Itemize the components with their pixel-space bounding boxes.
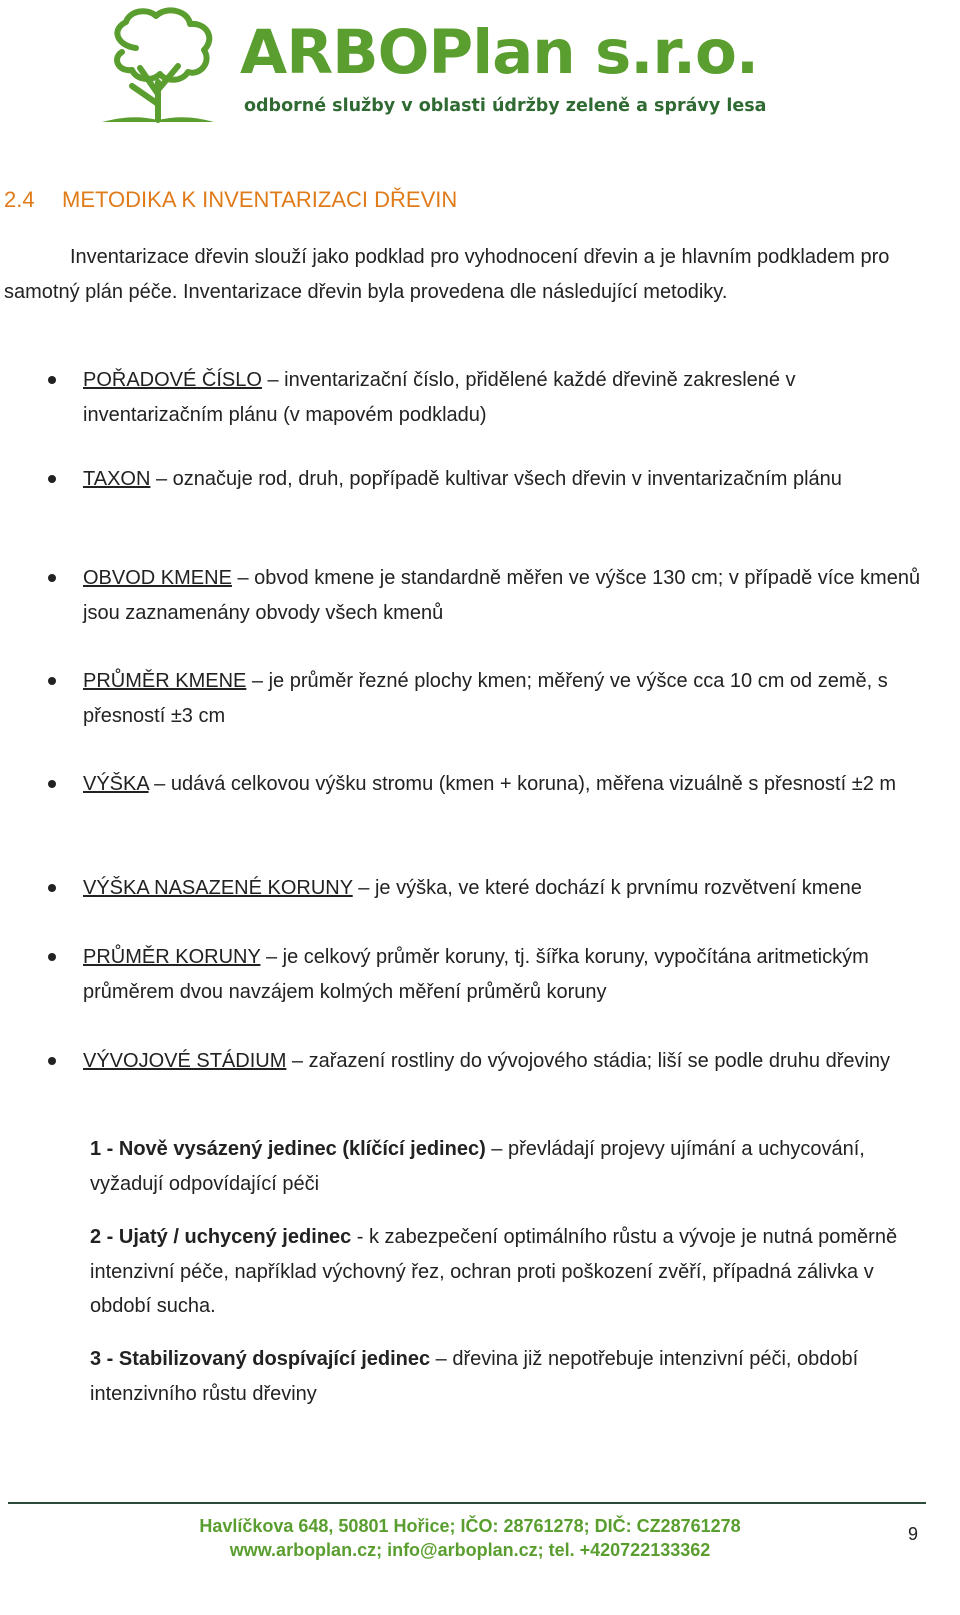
footer-contact (150, 1514, 790, 1562)
intro-paragraph: Inventarizace dřevin slouží jako podklad pro vyhodnocení dřevin a je hlavním podkladem pro samotný plán péče. Inventarizace dřevin byla provedena dle následující metodiky. (4, 246, 890, 303)
list-item-term: VÝVOJOVÉ STÁDIUM (83, 1050, 287, 1072)
list-item (48, 767, 928, 802)
stage-label: 2 - Ujatý / uchycený jedinec (90, 1226, 352, 1248)
list-item-text: – inventarizační číslo, přidělené každé dřevině zakreslené v inventarizačním plánu (v mapovém podkladu) (83, 369, 796, 426)
list-item-text: – zařazení rostliny do vývojového stádia; liší se podle druhu dřeviny (286, 1050, 891, 1072)
company-header (96, 4, 836, 126)
list-item-text: – obvod kmene je standardně měřen ve výšce 130 cm; v případě více kmenů jsou zaznamenány obvody všech kmenů (83, 567, 921, 624)
list-item-term: VÝŠKA NASAZENÉ KORUNY (83, 877, 353, 899)
list-item (48, 664, 928, 733)
list-item (48, 1044, 928, 1079)
list-item-term: PRŮMĚR KORUNY (83, 946, 261, 968)
bullet-dot (48, 475, 56, 483)
stage-label: 1 - Nově vysázený jedinec (klíčící jedinec) (90, 1138, 486, 1160)
list-item-term: POŘADOVÉ ČÍSLO (83, 369, 262, 391)
section-number: 2.4 (4, 187, 35, 212)
section-heading (4, 186, 457, 214)
bullet-dot (48, 677, 56, 685)
list-item-text: – je výška, ve které dochází k prvnímu rozvětvení kmene (352, 877, 862, 899)
list-item-term: OBVOD KMENE (83, 567, 232, 589)
footer-divider (8, 1502, 926, 1504)
bullet-dot (48, 1057, 56, 1065)
list-item-text: – označuje rod, druh, popřípadě kultivar všech dřevin v inventarizačním plánu (150, 468, 842, 490)
stage-item (90, 1220, 930, 1324)
list-item-text: – je celkový průměr koruny, tj. šířka koruny, vypočítána aritmetickým průměrem dvou navzájem kolmých měření průměrů koruny (83, 946, 869, 1003)
stage-text: – převládají projevy ujímání a uchycování, vyžadují odpovídající péči (90, 1138, 865, 1195)
tree-logo-icon (96, 4, 224, 126)
stage-label: 3 - Stabilizovaný dospívající jedinec (90, 1348, 431, 1370)
list-item-text: – je průměr řezné plochy kmen; měřený ve výšce cca 10 cm od země, s přesností ±3 cm (83, 670, 888, 727)
company-name: ARBOPlan s.r.o. (240, 17, 759, 88)
list-item (48, 871, 928, 906)
section-title: METODIKA K INVENTARIZACI DŘEVIN (62, 187, 458, 212)
stage-item (90, 1132, 930, 1201)
page-number: 9 (908, 1524, 919, 1544)
stage-item (90, 1342, 930, 1411)
stage-text: - k zabezpečení optimálního růstu a vývoje je nutná poměrně intenzivní péče, například výchovný řez, ochran proti poškození zvěří, případná zálivka v období sucha. (90, 1226, 898, 1317)
list-item-text: – udává celkovou výšku stromu (kmen + koruna), měřena vizuálně s přesností ±2 m (148, 773, 897, 795)
list-item-term: TAXON (83, 468, 151, 490)
footer-address: Havlíčkova 648, 50801 Hořice; IČO: 28761278; DIČ: CZ28761278 (199, 1516, 741, 1536)
footer-web-contact: www.arboplan.cz; info@arboplan.cz; tel. +42072213336​2 (229, 1540, 711, 1560)
list-item (48, 561, 928, 630)
bullet-dot (48, 953, 56, 961)
company-tagline: odborné služby v oblasti údržby zeleně a správy lesa (244, 96, 767, 116)
stage-text: – dřevina již nepotřebuje intenzivní péči, období intenzivního růstu dřeviny (90, 1348, 859, 1405)
bullet-dot (48, 884, 56, 892)
list-item (48, 462, 928, 497)
list-item-term: VÝŠKA (83, 773, 149, 795)
list-item (48, 363, 928, 432)
list-item (48, 940, 928, 1009)
bullet-dot (48, 376, 56, 384)
list-item-term: PRŮMĚR KMENE (83, 670, 247, 692)
bullet-dot (48, 780, 56, 788)
bullet-dot (48, 574, 56, 582)
